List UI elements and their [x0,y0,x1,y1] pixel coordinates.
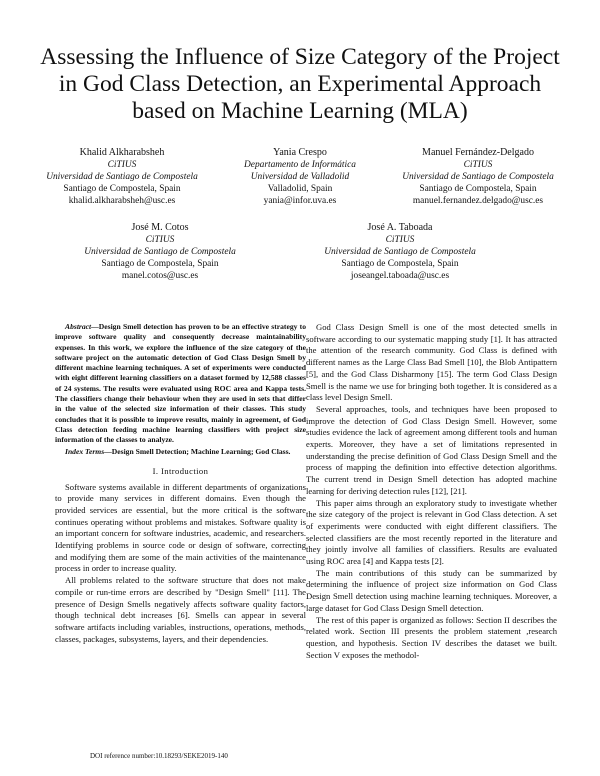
author-dept: CiTIUS [385,235,415,245]
author-university: Universidad de Santiago de Compostela [84,247,236,257]
author-block [60,222,260,282]
body-paragraph: The main contributions of this study can be summarized by determining the influence of project size information on God Class Design Smell detection using machine learning techniques. Moreover, a large dataset for God Class Design Smell detection. [306,567,557,613]
body-paragraph: Software systems available in different departments of organizations to provide many services in different domains. Even though the provided services are essential, but the more critical is the software continues operating without problems and mistakes. Software quality is an important concern for software industries, academic, and researchers. Identifying problems in source code or design of software, correcting and modifying them are some of the main activities of the maintenance process in order to increase quality. [55,481,306,574]
doi-footer: DOI reference number:10.18293/SEKE2019-140 [90,752,228,760]
index-terms-label: Index Terms [65,446,105,456]
author-city: Santiago de Compostela, Spain [419,184,537,194]
author-block [300,222,500,282]
index-terms [55,447,306,457]
body-paragraph: The rest of this paper is organized as follows: Section II describes the related work. Section III presents the problem statement ,research question, and hypothesis. Section IV describes the dataset we built. Section V exposes the methodol- [306,614,557,660]
author-university: Universidad de Valladolid [250,172,350,182]
abstract [55,322,306,446]
author-email: joseangel.taboada@usc.es [350,271,450,281]
author-city: Santiago de Compostela, Spain [341,259,459,269]
author-email: yania@infor.uva.es [263,196,337,206]
author-email: manuel.fernandez.delgado@usc.es [412,196,544,206]
body-paragraph: This paper aims through an exploratory study to investigate whether the size category of the project is relevant in God Class detection. A set of experiments were conducted with eight different classifiers. The selected classifiers are the most recently reported in the literature and they jointly involve all families of classifiers. Results are evaluated using ROC area [4] and Kappa tests [2]. [306,497,557,567]
author-block [378,147,578,207]
body-paragraph: All problems related to the software structure that does not make compile or run-time errors are described by "Design Smell" [11]. The presence of Design Smells negatively affects software quality factors, though technical debt increases [6]. Smells can appear in several software artifacts including variables, instructions, operations, methods, classes, packages, subsystems, layers, and their dependencies. [55,575,306,644]
right-column [306,322,557,661]
author-email: khalid.alkharabsheh@usc.es [68,196,176,206]
author-city: Santiago de Compostela, Spain [63,184,181,194]
author-dept: Departamento de Informática [244,160,356,170]
author-dept: CiTIUS [107,160,137,170]
author-university: Universidad de Santiago de Compostela [46,172,198,182]
left-column [55,322,306,645]
author-city: Santiago de Compostela, Spain [101,259,219,269]
author-name: Manuel Fernández-Delgado [422,147,534,158]
author-university: Universidad de Santiago de Compostela [324,247,476,257]
author-name: Yania Crespo [273,147,327,158]
index-terms-text: —Design Smell Detection; Machine Learning; God Class. [104,446,291,456]
author-university: Universidad de Santiago de Compostela [402,172,554,182]
author-dept: CiTIUS [463,160,493,170]
author-block [200,147,400,207]
author-name: José A. Taboada [367,222,433,233]
author-dept: CiTIUS [145,235,175,245]
abstract-label: Abstract [65,322,92,331]
author-name: Khalid Alkharabsheh [79,147,165,158]
body-paragraph: God Class Design Smell is one of the most detected smells in software according to our systematic mapping study [1]. It has attracted the attention of the research community. God Class is defined with different names as the Large Class Bad Smell [10], the Blob Antipattern [5], and the God Class Disharmony [15]. The term God Class Design Smell is the name we use for bringing both together. It is considered as a class level Design Smell. [306,322,557,403]
abstract-text: —Design Smell detection has proven to be an effective strategy to improve software quality and consequently decrease maintainability expenses. In this work, we explore the influence of the size category of the software project on the automatic detection of God Class Design Smell by different machine learning techniques. A set of experiments were conducted with eight different learning classifiers on a dataset formed by 12,588 classes of 24 systems. The results were evaluated using ROC area and Kappa tests. The classifiers change their behaviour when they are used in sets that differ in the value of the selected size information of their classes. This study concludes that it is possible to improve results, mainly in agreement, of God Class detection feeding machine learning classifiers with project size information of the classes to analyze. [55,322,306,445]
author-name: José M. Cotos [131,222,189,233]
body-paragraph: Several approaches, tools, and techniques have been proposed to improve the detection of God Class Design Smell. However, some studies evidence the lack of agreement among different tools and human experts. Moreover, they have a set of limitations represented in understanding the precise definition of God Class Design Smell and the process of mapping the definition into effective detection algorithms. The current trend in Design Smell detection has adopted machine learning for deriving detection rules [12], [21]. [306,403,557,496]
author-city: Valladolid, Spain [267,184,333,194]
author-block [22,147,222,207]
author-email: manel.cotos@usc.es [121,271,199,281]
paper-title: Assessing the Influence of Size Category of the Project in God Class Detection, an Experimental Approach based on Machine Learning (MLA) [40,44,560,124]
section-heading: I. Introduction [152,465,209,476]
